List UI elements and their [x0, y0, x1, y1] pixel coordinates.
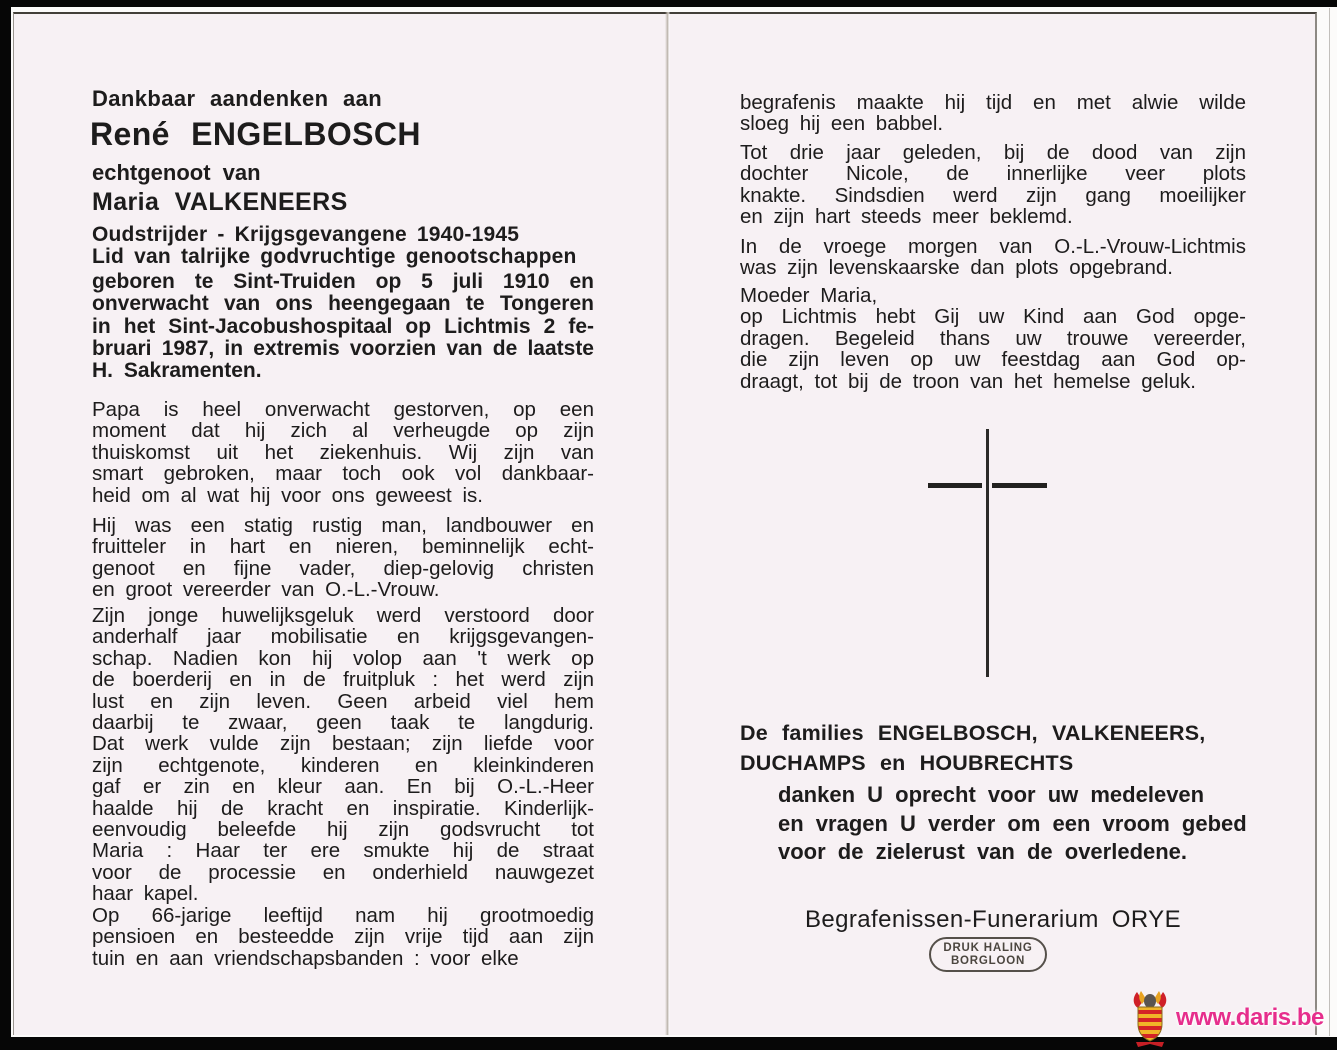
watermark-url: www.daris.be: [1176, 1004, 1324, 1031]
text-line: voor de processie en onderhield nauwgezet: [92, 860, 594, 884]
printer-stamp-line1: DRUK HALING: [943, 941, 1033, 954]
paragraph: [92, 605, 594, 904]
text-line: onverwacht van ons heengegaan te Tongeren: [92, 292, 594, 316]
text-line: anderhalf jaar mobilisatie en krijgsgevangen-: [92, 625, 594, 649]
text-line: H. Sakramenten.: [92, 359, 262, 383]
card-fold-line: [665, 12, 670, 1035]
birth-death-block: [92, 271, 594, 382]
text-line: In de vroege morgen van O.-L.-Vrouw-Lichtmis: [740, 235, 1246, 258]
text-line: en zijn hart steeds meer beklemd.: [740, 205, 1073, 229]
paragraph: [740, 285, 1246, 392]
text-line: Moeder Maria,: [740, 284, 878, 307]
text-line: geboren te Sint-Truiden op 5 juli 1910 en: [92, 270, 594, 293]
text-line: Papa is heel onverwacht gestorven, op een: [92, 398, 594, 421]
text-line: Hij was een statig rustig man, landbouwer en: [92, 514, 594, 537]
text-line: in het Sint-Jacobushospitaal op Lichtmis 2 fe-: [92, 314, 594, 338]
text-line: smart gebroken, maar toch ook vol dankbaar-: [92, 462, 594, 486]
text-line: die zijn leven op uw feestdag aan God op-: [740, 348, 1246, 372]
text-line: voor de zielerust van de overledene.: [778, 839, 1188, 865]
text-line: thuiskomst uit het ziekenhuis. Wij zijn van: [92, 440, 594, 464]
paragraph: [740, 142, 1246, 228]
veteran-title-line: Oudstrijder - Krijgsgevangene 1940-1945: [92, 223, 520, 246]
text-line: en groot vereerder van O.-L.-Vrouw.: [92, 578, 440, 602]
scan-edge-line: [1329, 8, 1330, 1036]
text-line: Tot drie jaar geleden, bij de dood van zijn: [740, 141, 1246, 164]
text-line: schap. Nadien kon hij volop aan 't werk op: [92, 646, 594, 670]
thanks-block: [778, 781, 1248, 867]
membership-title-line: Lid van talrijke godvruchtige genootschappen: [92, 245, 577, 268]
text-line: Maria : Haar ter ere smukte hij de straat: [92, 839, 594, 863]
text-line: begrafenis maakte hij tijd en met alwie wilde: [740, 91, 1246, 114]
relation-line: echtgenoot van: [92, 160, 261, 185]
text-line: was zijn levenskaarske dan plots opgebrand.: [740, 256, 1173, 280]
text-line: bruari 1987, in extremis voorzien van de laatste: [92, 336, 594, 360]
dedication-line: Dankbaar aandenken aan: [92, 86, 383, 111]
deceased-name: René ENGELBOSCH: [90, 116, 421, 152]
text-line: haalde hij de kracht en inspiratie. Kinderlijk-: [92, 796, 594, 820]
printer-stamp-line2: BORGLOON: [950, 954, 1026, 967]
text-line: dochter Nicole, de innerlijke veer plots: [740, 162, 1246, 186]
paragraph: [92, 905, 594, 969]
text-line: heid om al wat hij voor ons geweest is.: [92, 483, 483, 507]
cross-vertical-bar: [986, 429, 989, 677]
paragraph: [740, 236, 1246, 279]
text-line: haar kapel.: [92, 882, 199, 906]
families-block: [740, 719, 1260, 778]
text-line: moment dat hij zich al verheugde op zijn: [92, 419, 594, 443]
paragraph: [92, 515, 594, 601]
text-line: dragen. Begeleid thans uw trouwe vereerder,: [740, 326, 1246, 350]
text-line: zijn echtgenote, kinderen en kleinkinderen: [92, 753, 594, 777]
text-line: op Lichtmis hebt Gij uw Kind aan God opge-: [740, 305, 1246, 329]
text-line: eenvoudig beleefde hij zijn godsvrucht tot: [92, 817, 594, 841]
text-line: Op 66-jarige leeftijd nam hij grootmoedig: [92, 904, 594, 927]
paragraph: [740, 92, 1246, 135]
text-line: pensioen en besteedde zijn vrije tijd aan zijn: [92, 925, 594, 949]
text-line: sloeg hij een babbel.: [740, 112, 944, 136]
text-line: DUCHAMPS en HOUBRECHTS: [740, 750, 1074, 775]
text-line: de boerderij en in de fruitpluk : het werd zijn: [92, 668, 594, 692]
spouse-name: Maria VALKENEERS: [92, 188, 348, 216]
paragraph: [92, 399, 594, 506]
text-line: danken U oprecht voor uw medeleven: [778, 782, 1205, 807]
text-line: draagt, tot bij de troon van het hemelse geluk.: [740, 369, 1196, 393]
cross-left-arm: [928, 483, 982, 488]
text-line: lust en zijn leven. Geen arbeid viel hem: [92, 689, 594, 713]
coat-of-arms-logo: [1130, 991, 1170, 1048]
text-line: daarbij te zwaar, geen taak te langdurig.: [92, 710, 594, 734]
text-line: De families ENGELBOSCH, VALKENEERS,: [740, 721, 1206, 745]
text-line: en vragen U verder om een vroom gebed: [778, 810, 1247, 836]
text-line: fruitteler in hart en nieren, beminnelijk echt-: [92, 535, 594, 559]
text-line: tuin en aan vriendschapsbanden : voor elke: [92, 946, 519, 970]
cross-right-arm: [992, 483, 1047, 488]
text-line: Zijn jonge huwelijksgeluk werd verstoord door: [92, 604, 594, 627]
text-line: genoot en fijne vader, diep-gelovig christen: [92, 556, 594, 580]
text-line: knakte. Sindsdien werd zijn gang moeilijker: [740, 183, 1246, 207]
funeral-home-line: Begrafenissen-Funerarium ORYE: [805, 906, 1181, 933]
text-line: gaf er zin en kleur aan. En bij O.-L.-Heer: [92, 775, 594, 799]
text-line: Dat werk vulde zijn bestaan; zijn liefde voor: [92, 732, 594, 756]
printer-stamp: [929, 937, 1047, 972]
